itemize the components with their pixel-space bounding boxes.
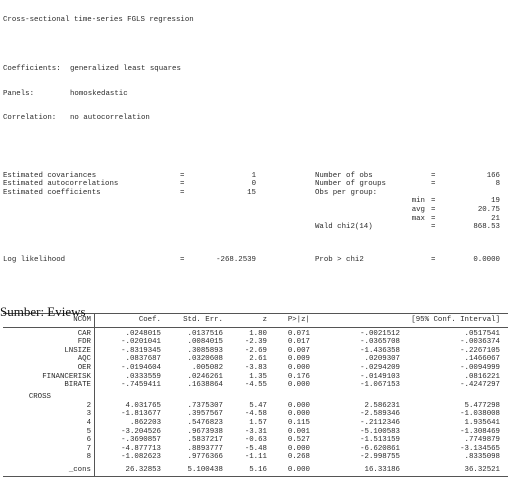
p-value: 0.268 bbox=[287, 453, 310, 462]
stat-right-eq: = bbox=[431, 214, 436, 223]
z-stat: -1.11 bbox=[244, 453, 267, 462]
p-value: 0.000 bbox=[287, 410, 310, 419]
column-header: NCOM bbox=[73, 315, 91, 324]
ci-upper: -.0036374 bbox=[460, 338, 500, 347]
p-value: 0.000 bbox=[287, 401, 310, 410]
ci-lower: -1.513159 bbox=[360, 436, 400, 445]
stat-right-value: 20.75 bbox=[477, 205, 500, 214]
var-name: 5 bbox=[86, 427, 91, 436]
ci-lower: 16.33186 bbox=[364, 466, 400, 475]
var-name: 3 bbox=[86, 410, 91, 419]
ci-lower: -5.100583 bbox=[360, 427, 400, 436]
z-stat: -0.63 bbox=[244, 436, 267, 445]
table-rule bbox=[3, 476, 508, 477]
std-err: .0084015 bbox=[187, 338, 223, 347]
coef: .0248015 bbox=[125, 329, 161, 338]
ci-lower: -1.436358 bbox=[360, 346, 400, 355]
loglik-label: Log likelihood bbox=[3, 255, 66, 264]
ci-upper: .0517541 bbox=[464, 329, 500, 338]
ci-lower: -.0294209 bbox=[360, 363, 400, 372]
panels-line bbox=[3, 90, 508, 99]
std-err: .3085893 bbox=[187, 346, 223, 355]
z-stat: -5.48 bbox=[244, 444, 267, 453]
ci-upper: -.2267105 bbox=[460, 346, 500, 355]
z-stat: -4.58 bbox=[244, 410, 267, 419]
stat-right-label: Wald chi2(14) bbox=[315, 223, 373, 232]
z-stat: -3.31 bbox=[244, 427, 267, 436]
coef: -1.082623 bbox=[121, 453, 161, 462]
ci-lower: -.0149103 bbox=[360, 372, 400, 381]
std-err: .9776366 bbox=[187, 453, 223, 462]
stat-left-label: Estimated covariances bbox=[3, 171, 97, 180]
stat-left-label: Estimated coefficients bbox=[3, 188, 101, 197]
ci-lower: .0209307 bbox=[364, 355, 400, 364]
z-stat: -4.55 bbox=[244, 381, 267, 390]
source-caption: Sumber: Eviews bbox=[0, 304, 86, 319]
coefficients-label: Coefficients: bbox=[3, 65, 61, 74]
z-stat: 5.47 bbox=[249, 401, 267, 410]
std-err: .1638864 bbox=[187, 381, 223, 390]
stat-right-label: avg bbox=[411, 205, 425, 214]
ci-upper: -1.308469 bbox=[460, 427, 500, 436]
std-err: .8893777 bbox=[187, 444, 223, 453]
z-stat: -2.69 bbox=[244, 346, 267, 355]
ci-upper: 5.477298 bbox=[464, 401, 500, 410]
stat-right-label: min bbox=[411, 197, 425, 206]
z-stat: 2.61 bbox=[249, 355, 267, 364]
std-err: .5476823 bbox=[187, 418, 223, 427]
z-stat: 1.57 bbox=[249, 418, 267, 427]
coef: -.8319345 bbox=[121, 346, 161, 355]
coef: 26.32853 bbox=[125, 466, 161, 475]
std-err: .9673938 bbox=[187, 427, 223, 436]
stat-right-label: Number of groups bbox=[315, 180, 386, 189]
table-divider bbox=[94, 313, 95, 476]
stat-left-label: Estimated autocorrelations bbox=[3, 180, 119, 189]
ci-upper: 36.32521 bbox=[464, 466, 500, 475]
var-name: OER bbox=[77, 363, 91, 372]
correlation-value: no autocorrelation bbox=[70, 114, 150, 123]
ci-lower: -2.998755 bbox=[360, 453, 400, 462]
correlation-label: Correlation: bbox=[3, 114, 57, 123]
stat-right-eq: = bbox=[431, 180, 436, 189]
p-value: 0.071 bbox=[287, 329, 310, 338]
column-header: z bbox=[262, 315, 267, 324]
var-name: 6 bbox=[86, 436, 91, 445]
table-rule bbox=[3, 327, 508, 328]
z-stat: 5.16 bbox=[249, 466, 267, 475]
std-err: .0320608 bbox=[187, 355, 223, 364]
p-value: 0.017 bbox=[287, 338, 310, 347]
column-header: Coef. bbox=[138, 315, 161, 324]
stat-left-value: 1 bbox=[251, 171, 256, 180]
std-err: .3957567 bbox=[187, 410, 223, 419]
ci-lower: -.0365708 bbox=[360, 338, 400, 347]
var-name: _cons bbox=[68, 466, 91, 475]
group-label: CROSS bbox=[28, 393, 51, 402]
z-stat: -3.83 bbox=[244, 363, 267, 372]
var-name: BIRATE bbox=[64, 381, 91, 390]
stat-left-eq: = bbox=[180, 188, 185, 197]
var-name: FINANCERISK bbox=[42, 372, 91, 381]
stat-right-label: max bbox=[411, 214, 425, 223]
ci-upper: -.4247297 bbox=[460, 381, 500, 390]
stat-right-value: 8 bbox=[495, 180, 500, 189]
ci-lower: -2.589346 bbox=[360, 410, 400, 419]
var-name: FDR bbox=[77, 338, 91, 347]
stat-right-value: 166 bbox=[486, 171, 500, 180]
stat-left-eq: = bbox=[180, 180, 185, 189]
ci-lower: 2.586231 bbox=[364, 401, 400, 410]
ci-upper: .1466067 bbox=[464, 355, 500, 364]
var-name: LNSIZE bbox=[64, 346, 91, 355]
p-value: 0.009 bbox=[287, 355, 310, 364]
std-err: 5.100438 bbox=[187, 466, 223, 475]
std-err: .5837217 bbox=[187, 436, 223, 445]
loglik-line bbox=[3, 256, 508, 265]
ci-lower: -6.620861 bbox=[360, 444, 400, 453]
column-header: Std. Err. bbox=[183, 315, 223, 324]
stat-right-label: Number of obs bbox=[315, 171, 373, 180]
stat-right-value: 19 bbox=[491, 197, 500, 206]
var-name: 2 bbox=[86, 401, 91, 410]
z-stat: 1.80 bbox=[249, 329, 267, 338]
ci-upper: .0816221 bbox=[464, 372, 500, 381]
p-value: 0.001 bbox=[287, 427, 310, 436]
stat-right-label: Obs per group: bbox=[315, 188, 378, 197]
std-err: .0137516 bbox=[187, 329, 223, 338]
loglik-value: -268.2539 bbox=[216, 255, 256, 264]
prob-label: Prob > chi2 bbox=[315, 255, 364, 264]
ci-lower: -.0021512 bbox=[360, 329, 400, 338]
stat-right-value: 21 bbox=[491, 214, 500, 223]
panels-value: homoskedastic bbox=[70, 89, 128, 98]
p-value: 0.000 bbox=[287, 466, 310, 475]
ci-upper: .8335098 bbox=[464, 453, 500, 462]
var-name: AQC bbox=[77, 355, 91, 364]
ci-lower: -.2112346 bbox=[360, 418, 400, 427]
p-value: 0.007 bbox=[287, 346, 310, 355]
var-name: 4 bbox=[86, 418, 91, 427]
p-value: 0.527 bbox=[287, 436, 310, 445]
model-statistics bbox=[3, 172, 508, 232]
ci-lower: -1.067153 bbox=[360, 381, 400, 390]
stat-left-value: 15 bbox=[247, 188, 256, 197]
stat-left-value: 0 bbox=[251, 180, 256, 189]
coef: -4.877713 bbox=[121, 444, 161, 453]
ci-upper: 1.935641 bbox=[464, 418, 500, 427]
column-header: P>|z| bbox=[287, 315, 310, 324]
coef: .862203 bbox=[129, 418, 161, 427]
std-err: .005082 bbox=[191, 363, 223, 372]
std-err: .7375307 bbox=[187, 401, 223, 410]
p-value: 0.000 bbox=[287, 444, 310, 453]
coef: .0837687 bbox=[125, 355, 161, 364]
output-title: Cross-sectional time-series FGLS regression bbox=[3, 16, 194, 24]
stat-right-eq: = bbox=[431, 171, 436, 180]
stat-right-eq: = bbox=[431, 223, 436, 232]
var-name: 7 bbox=[86, 444, 91, 453]
p-value: 0.000 bbox=[287, 381, 310, 390]
coefficients-line bbox=[3, 65, 508, 74]
stat-right-eq: = bbox=[431, 197, 436, 206]
stat-right-value: 868.53 bbox=[473, 223, 500, 232]
column-header: [95% Conf. Interval] bbox=[411, 315, 500, 324]
coef: -3.204526 bbox=[121, 427, 161, 436]
coef: -.7459411 bbox=[121, 381, 161, 390]
coef: 4.031765 bbox=[125, 401, 161, 410]
stat-left-eq: = bbox=[180, 171, 185, 180]
z-stat: 1.35 bbox=[249, 372, 267, 381]
coef: -.0201041 bbox=[121, 338, 161, 347]
ci-upper: -.0094999 bbox=[460, 363, 500, 372]
correlation-line bbox=[3, 114, 508, 123]
coef: .0333559 bbox=[125, 372, 161, 381]
ci-upper: .7749879 bbox=[464, 436, 500, 445]
loglik-eq: = bbox=[180, 255, 185, 264]
std-err: .0246261 bbox=[187, 372, 223, 381]
coef: -.0194604 bbox=[121, 363, 161, 372]
p-value: 0.176 bbox=[287, 372, 310, 381]
z-stat: -2.39 bbox=[244, 338, 267, 347]
panels-label: Panels: bbox=[3, 89, 35, 98]
stat-right-eq: = bbox=[431, 205, 436, 214]
var-name: CAR bbox=[77, 329, 91, 338]
prob-value: 0.0000 bbox=[473, 255, 500, 264]
p-value: 0.000 bbox=[287, 363, 310, 372]
ci-upper: -1.038008 bbox=[460, 410, 500, 419]
ci-upper: -3.134565 bbox=[460, 444, 500, 453]
p-value: 0.115 bbox=[287, 418, 310, 427]
coefficients-value: generalized least squares bbox=[70, 65, 181, 74]
coef: -1.813677 bbox=[121, 410, 161, 419]
prob-eq: = bbox=[431, 255, 436, 264]
coef: -.3690857 bbox=[121, 436, 161, 445]
var-name: 8 bbox=[86, 453, 91, 462]
coefficient-table bbox=[3, 313, 508, 477]
